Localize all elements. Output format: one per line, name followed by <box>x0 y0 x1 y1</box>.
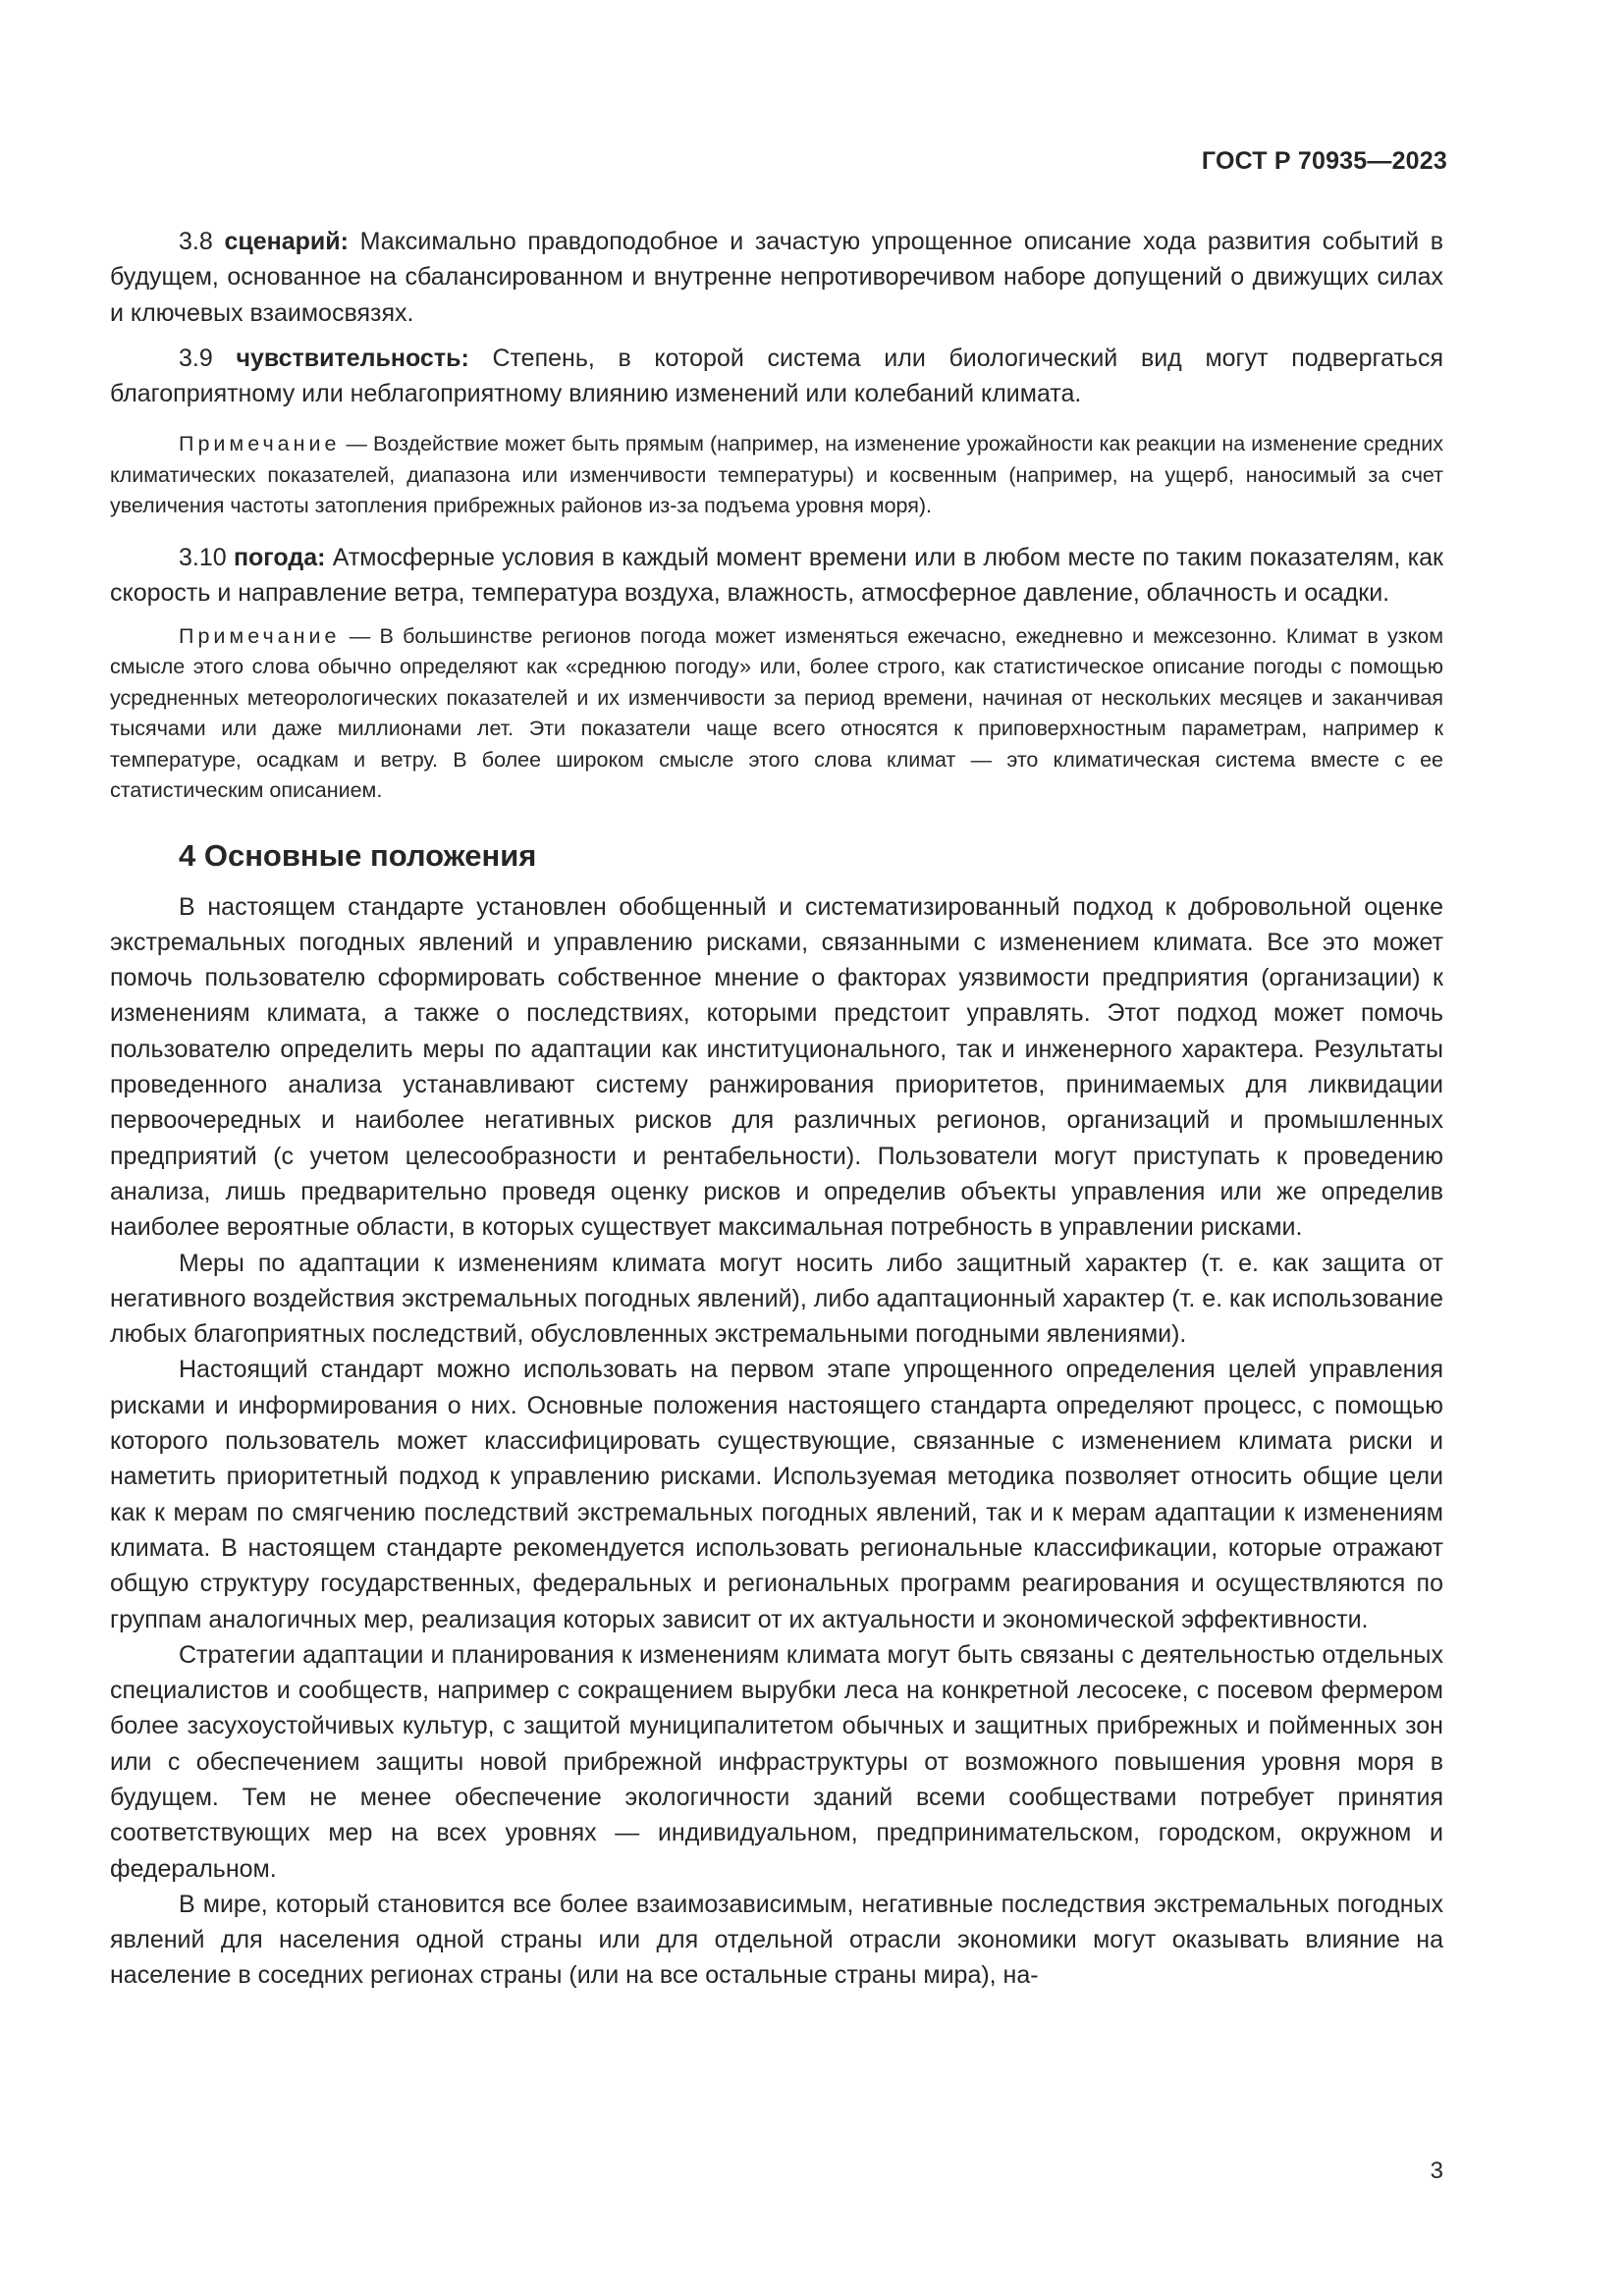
note-text: — Воздействие может быть прямым (например, на изменение урожайности как реакции на изменение средних климатических показателей, диапазона или изменчивости температуры) и косвенным (например, на ущерб, наносимый за счет увеличения частоты затопления прибрежных районов из-за подъема уровня моря). <box>110 432 1443 518</box>
definition-3-10 <box>110 540 1443 612</box>
section-paragraph: В настоящем стандарте установлен обобщенный и систематизированный подход к добровольной оценке экстремальных погодных явлений и управлению рисками, связанными с изменением климата. Все это может помочь пользователю сформировать собственное мнение о факторах уязвимости предприятия (организации) к изменениям климата, а также о последствиях, которыми предстоит управлять. Этот подход может помочь пользователю определить меры по адаптации как институционального, так и инженерного характера. Результаты проведенного анализа устанавливают систему ранжирования приоритетов, принимаемых для ликвидации первоочередных и наиболее негативных рисков для различных регионов, организаций и промышленных предприятий (с учетом целесообразности и рентабельности). Пользователи могут приступать к проведению анализа, лишь предварительно проведя оценку рисков и определив объекты управления или же определив наиболее вероятные области, в которых существует максимальная потребность в управлении рисками. <box>110 892 1443 1242</box>
definition-number: 3.9 <box>179 344 213 372</box>
definition-term: сценарий: <box>224 228 349 255</box>
section-paragraph: Стратегии адаптации и планирования к изменениям климата могут быть связаны с деятельностью отдельных специалистов и сообществ, например с сокращением вырубки леса на конкретной лесосеке, с посевом фермером более засухоустойчивых культур, с защитой муниципалитетом обычных и защитных прибрежных и пойменных зон или с обеспечением защиты новой прибрежной инфраструктуры от возможного повышения уровня моря в будущем. Тем не менее обеспечение экологичности зданий всеми сообществами потребует принятия соответствующих мер на всех уровнях — индивидуальном, предпринимательском, городском, окружном и федеральном. <box>110 1640 1443 1883</box>
note-text: — В большинстве регионов погода может изменяться ежечасно, ежедневно и межсезонно. Климат в узком смысле этого слова обычно определяют как «среднюю погоду» или, более строго, как статистическое описание погоды с помощью усредненных метеорологических показателей и их изменчивости за период времени, начиная от нескольких месяцев и заканчивая тысячами или даже миллионами лет. Эти показатели чаще всего относятся к приповерхностным параметрам, например к температуре, осадкам и ветру. В более широком смысле этого слова климат — это климатическая система вместе с ее статистическим описанием. <box>110 623 1443 803</box>
page-number: 3 <box>1430 2158 1443 2184</box>
section-paragraph: Меры по адаптации к изменениям климата могут носить либо защитный характер (т. е. как защита от негативного воздействия экстремальных погодных явлений), либо адаптационный характер (т. е. как использование любых благоприятных последствий, обусловленных экстремальными погодными явлениями). <box>110 1249 1443 1349</box>
definition-text: Степень, в которой система или биологический вид могут подвергаться благоприятному или неблагоприятному влиянию изменений или колебаний климата. <box>110 344 1443 408</box>
note-label: Примечание <box>179 623 341 648</box>
section-paragraph: В мире, который становится все более взаимозависимым, негативные последствия экстремальных погодных явлений для населения одной страны или для отдельной отрасли экономики могут оказывать влияние на население в соседних регионах страны (или на все остальные страны мира), на- <box>110 1890 1443 1990</box>
definition-term: чувствительность: <box>236 344 469 372</box>
document-code: ГОСТ Р 70935—2023 <box>1201 147 1447 175</box>
note-label: Примечание <box>179 432 341 456</box>
definition-number: 3.8 <box>179 228 213 255</box>
note-3-10 <box>110 621 1443 807</box>
definition-number: 3.10 <box>179 543 227 571</box>
note-3-9 <box>110 429 1443 522</box>
section-heading: 4 Основные положения <box>179 837 537 873</box>
definition-text: Атмосферные условия в каждый момент времени или в любом месте по таким показателям, как скорость и направление ветра, температура воздуха, влажность, атмосферное давление, облачность и осадки. <box>110 543 1443 608</box>
section-paragraph: Настоящий стандарт можно использовать на первом этапе упрощенного определения целей управления рисками и информирования о них. Основные положения настоящего стандарта определяют процесс, с помощью которого пользователь может классифицировать существующие, связанные с изменением климата риски и наметить приоритетный подход к управлению рисками. Используемая методика позволяет относить общие цели как к мерам по смягчению последствий экстремальных погодных явлений, так и к мерам адаптации к изменениям климата. В настоящем стандарте рекомендуется использовать региональные классификации, которые отражают общую структуру государственных, федеральных и региональных программ реагирования и осуществляются по группам аналогичных мер, реализация которых зависит от их актуальности и экономической эффективности. <box>110 1356 1443 1633</box>
definition-3-8 <box>110 224 1443 331</box>
definition-3-9 <box>110 341 1443 412</box>
definition-term: погода: <box>233 543 326 571</box>
definition-text: Максимально правдоподобное и зачастую упрощенное описание хода развития событий в будущем, основанное на сбалансированном и внутренне непротиворечивом наборе допущений о движущих силах и ключевых взаимосвязях. <box>110 228 1444 327</box>
page-content <box>110 224 1443 1994</box>
